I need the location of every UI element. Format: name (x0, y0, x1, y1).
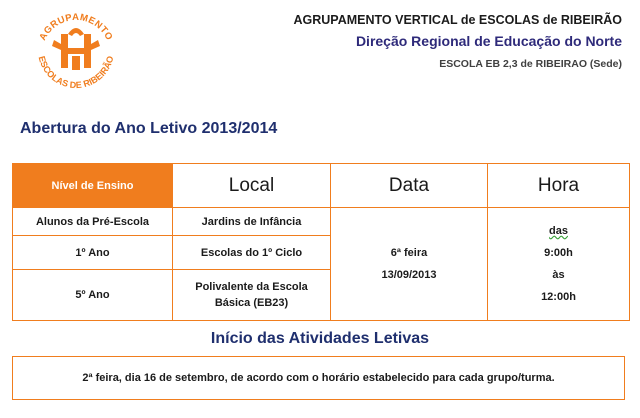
cell-date (331, 208, 488, 321)
page-title: Abertura do Ano Letivo 2013/2014 (20, 120, 278, 137)
notice-box (12, 356, 625, 400)
section-subtitle: Início das Atividades Letivas (210, 330, 430, 347)
cell-local (173, 270, 331, 321)
table-row (13, 208, 630, 236)
time-end: 12:00h (541, 291, 576, 303)
schedule-table (12, 163, 630, 321)
school-logo (28, 4, 124, 100)
cell-nivel: Alunos da Pré-Escola (13, 208, 173, 236)
date-value: 13/09/2013 (381, 269, 437, 281)
time-das: das (549, 225, 568, 237)
cell-local: Escolas do 1º Ciclo (173, 236, 331, 270)
header-hora: Hora (488, 164, 630, 208)
table-header-row (13, 164, 630, 208)
local-line2: Básica (EB23) (214, 297, 289, 309)
cell-nivel: 5º Ano (13, 270, 173, 321)
header-org: AGRUPAMENTO VERTICAL de ESCOLAS de RIBEIRÃO (293, 13, 622, 27)
time-as: às (552, 269, 565, 281)
header-data: Data (331, 164, 488, 208)
cell-time (488, 208, 630, 321)
local-line1: Polivalente da Escola (195, 281, 308, 293)
time-start: 9:00h (544, 247, 573, 259)
header-direction: Direção Regional de Educação do Norte (355, 33, 622, 49)
logo-figure-icon (52, 28, 100, 70)
header-school: ESCOLA EB 2,3 de RIBEIRAO (Sede) (439, 58, 622, 70)
header-local: Local (173, 164, 331, 208)
cell-nivel: 1º Ano (13, 236, 173, 270)
header-nivel: Nível de Ensino (13, 164, 173, 208)
notice-text: 2ª feira, dia 16 de setembro, de acordo com o horário estabelecido para cada grupo/turma. (82, 372, 555, 384)
svg-text:AGRUPAMENTO (37, 12, 114, 42)
date-day: 6ª feira (390, 247, 428, 259)
logo-text-bottom: ESCOLAS DE RIBEIRÃO (36, 54, 116, 91)
logo-text-top: AGRUPAMENTO (37, 11, 115, 43)
cell-local: Jardins de Infância (173, 208, 331, 236)
